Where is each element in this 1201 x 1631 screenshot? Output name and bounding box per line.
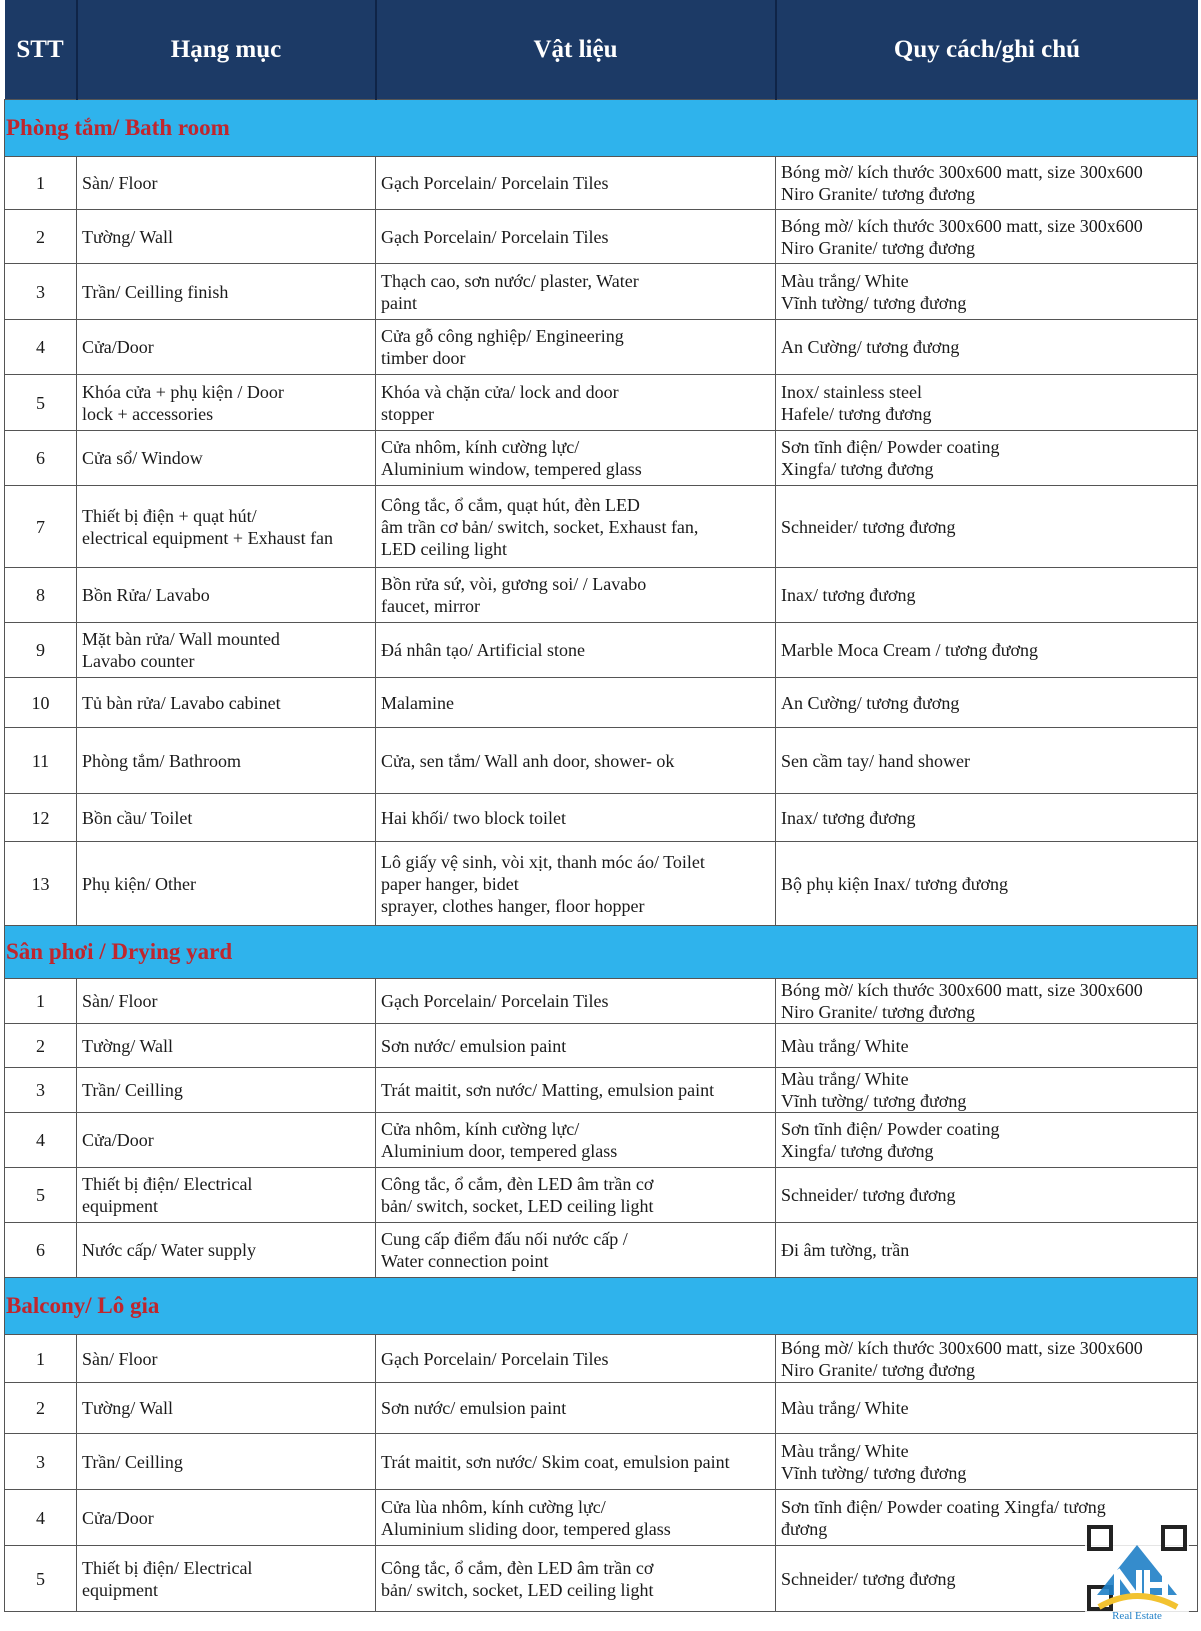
cell-material [376, 1383, 776, 1434]
cell-line: Bóng mờ/ kích thước 300x600 matt, size 300x600 [781, 980, 1143, 1000]
cell-line: Thiết bị điện/ Electrical [82, 1557, 253, 1578]
table-row [5, 1383, 1198, 1434]
cell-item [77, 1113, 376, 1168]
cell-material [376, 728, 776, 794]
section-title: Phòng tắm/ Bath room [5, 100, 1198, 157]
cell-material [376, 486, 776, 568]
section-title: Balcony/ Lô gia [5, 1278, 1198, 1335]
cell-line: Màu trắng/ White [781, 1440, 909, 1461]
cell-line: Bồn rửa sứ, vòi, gương soi/ / Lavabo [381, 574, 647, 594]
cell-line: Niro Granite/ tương đương [781, 1002, 976, 1022]
cell-line: Đá nhân tạo/ Artificial stone [381, 640, 585, 660]
cell-line: Công tắc, ổ cắm, đèn LED âm trần cơ [381, 1174, 654, 1194]
cell-line: faucet, mirror [381, 596, 480, 616]
cell-line: Niro Granite/ tương đương [781, 237, 976, 258]
cell-item [77, 568, 376, 623]
cell-spec [776, 842, 1198, 926]
cell-spec [776, 1383, 1198, 1434]
cell-item [77, 375, 376, 431]
cell-spec [776, 486, 1198, 568]
table-row [5, 1024, 1198, 1068]
cell-stt: 3 [5, 1068, 77, 1113]
cell-line: Xingfa/ tương đương [781, 1141, 934, 1161]
cell-material [376, 1434, 776, 1490]
cell-stt: 1 [5, 1335, 77, 1383]
section-title: Sân phơi / Drying yard [5, 926, 1198, 979]
table-row [5, 979, 1198, 1024]
cell-line: Cửa sổ/ Window [82, 448, 203, 468]
cell-line: Sen cầm tay/ hand shower [781, 750, 970, 771]
cell-line: Schneider/ tương đương [781, 516, 956, 537]
table-row [5, 210, 1198, 264]
cell-stt: 12 [5, 794, 77, 842]
cell-line: Gạch Porcelain/ Porcelain Tiles [381, 173, 609, 193]
cell-line: Bồn Rửa/ Lavabo [82, 585, 210, 605]
cell-stt: 6 [5, 1223, 77, 1278]
cell-item [77, 486, 376, 568]
cell-line: Phòng tắm/ Bathroom [82, 750, 241, 771]
cell-line: Trần/ Ceilling [82, 1080, 183, 1100]
cell-line: Niro Granite/ tương đương [781, 1359, 976, 1380]
cell-stt: 8 [5, 568, 77, 623]
cell-line: Niro Granite/ tương đương [781, 184, 976, 204]
cell-line: Cửa/Door [82, 1130, 154, 1150]
cell-line: Mặt bàn rửa/ Wall mounted [82, 629, 280, 649]
cell-line: Bóng mờ/ kích thước 300x600 matt, size 300x600 [781, 1337, 1143, 1358]
cell-line: An Cường/ tương đương [781, 337, 960, 357]
cell-stt: 4 [5, 1113, 77, 1168]
table-row [5, 264, 1198, 320]
cell-item [77, 1490, 376, 1546]
cell-line: paper hanger, bidet [381, 873, 519, 894]
cell-line: Marble Moca Cream / tương đương [781, 640, 1038, 660]
cell-material [376, 157, 776, 210]
table-row [5, 1335, 1198, 1383]
cell-material [376, 678, 776, 728]
cell-line: Hafele/ tương đương [781, 403, 932, 424]
cell-stt: 3 [5, 264, 77, 320]
cell-line: Sơn tĩnh điện/ Powder coating Xingfa/ tương [781, 1496, 1106, 1517]
cell-stt: 5 [5, 1168, 77, 1223]
cell-material [376, 794, 776, 842]
cell-spec [776, 678, 1198, 728]
cell-stt: 4 [5, 1490, 77, 1546]
cell-line: Cung cấp điểm đấu nối nước cấp / [381, 1229, 628, 1249]
cell-line: Tường/ Wall [82, 1398, 173, 1418]
cell-stt: 5 [5, 1546, 77, 1612]
cell-line: Vĩnh tường/ tương đương [781, 1462, 967, 1483]
cell-spec [776, 979, 1198, 1024]
table-row [5, 794, 1198, 842]
table-row [5, 1068, 1198, 1113]
cell-material [376, 1223, 776, 1278]
cell-item [77, 210, 376, 264]
cell-line: Cửa nhôm, kính cường lực/ [381, 1119, 580, 1139]
cell-material [376, 979, 776, 1024]
cell-spec [776, 1113, 1198, 1168]
cell-spec [776, 157, 1198, 210]
cell-line: Cửa/Door [82, 1507, 154, 1528]
cell-line: Nước cấp/ Water supply [82, 1240, 256, 1260]
section-row [5, 100, 1198, 157]
cell-line: Bóng mờ/ kích thước 300x600 matt, size 300x600 [781, 215, 1143, 236]
table-row [5, 1434, 1198, 1490]
cell-line: Bồn cầu/ Toilet [82, 807, 193, 828]
cell-line: Khóa cửa + phụ kiện / Door [82, 381, 284, 402]
cell-line: bản/ switch, socket, LED ceiling light [381, 1196, 654, 1216]
table-row [5, 728, 1198, 794]
table-row [5, 1490, 1198, 1546]
cell-line: Lô giấy vệ sinh, vòi xịt, thanh móc áo/ Toilet [381, 851, 705, 872]
cell-line: equipment [82, 1579, 158, 1600]
cell-line: đương [781, 1518, 828, 1539]
logo-text: Real Estate [1112, 1610, 1162, 1622]
table-row [5, 1113, 1198, 1168]
cell-material [376, 1335, 776, 1383]
cell-line: Trát maitit, sơn nước/ Skim coat, emulsion paint [381, 1451, 730, 1472]
cell-item [77, 1168, 376, 1223]
cell-stt: 2 [5, 210, 77, 264]
cell-spec [776, 375, 1198, 431]
cell-item [77, 794, 376, 842]
cell-line: Schneider/ tương đương [781, 1185, 956, 1205]
cell-spec [776, 210, 1198, 264]
cell-line: Công tắc, ổ cắm, quạt hút, đèn LED [381, 494, 640, 515]
spec-sheet [4, 0, 1197, 1612]
cell-line: Thạch cao, sơn nước/ plaster, Water [381, 270, 639, 291]
cell-line: Công tắc, ổ cắm, đèn LED âm trần cơ [381, 1557, 654, 1578]
cell-line: Water connection point [381, 1251, 549, 1271]
cell-spec [776, 1223, 1198, 1278]
cell-line: Thiết bị điện + quạt hút/ [82, 505, 257, 526]
cell-spec [776, 568, 1198, 623]
cell-stt: 10 [5, 678, 77, 728]
cell-line: Sơn tĩnh điện/ Powder coating [781, 437, 1000, 457]
cell-line: Trát maitit, sơn nước/ Matting, emulsion paint [381, 1080, 715, 1100]
cell-item [77, 431, 376, 486]
cell-spec [776, 623, 1198, 678]
cell-item [77, 678, 376, 728]
cell-line: Inax/ tương đương [781, 585, 916, 605]
cell-spec [776, 794, 1198, 842]
section-row [5, 1278, 1198, 1335]
cell-line: equipment [82, 1196, 158, 1216]
cell-item [77, 842, 376, 926]
cell-line: Sàn/ Floor [82, 173, 158, 193]
cell-line: Màu trắng/ White [781, 1398, 909, 1418]
cell-stt: 9 [5, 623, 77, 678]
cell-line: Màu trắng/ White [781, 270, 909, 291]
cell-material [376, 1490, 776, 1546]
cell-material [376, 1168, 776, 1223]
cell-spec [776, 1335, 1198, 1383]
cell-line: Bộ phụ kiện Inax/ tương đương [781, 873, 1009, 894]
cell-spec [776, 728, 1198, 794]
cell-item [77, 728, 376, 794]
cell-line: Sàn/ Floor [82, 1348, 158, 1369]
cell-line: Cửa/Door [82, 337, 154, 357]
cell-line: Gạch Porcelain/ Porcelain Tiles [381, 1348, 609, 1369]
cell-item [77, 623, 376, 678]
cell-line: Tường/ Wall [82, 226, 173, 247]
cell-line: Schneider/ tương đương [781, 1568, 956, 1589]
company-logo [1077, 1515, 1197, 1625]
cell-line: bản/ switch, socket, LED ceiling light [381, 1579, 654, 1600]
cell-item [77, 1546, 376, 1612]
cell-line: Hai khối/ two block toilet [381, 807, 566, 828]
cell-item [77, 264, 376, 320]
cell-line: Tường/ Wall [82, 1035, 173, 1056]
cell-line: Sơn tĩnh điện/ Powder coating [781, 1119, 1000, 1139]
cell-line: Phụ kiện/ Other [82, 873, 196, 894]
cell-item [77, 1434, 376, 1490]
cell-material [376, 842, 776, 926]
cell-stt: 2 [5, 1383, 77, 1434]
cell-spec [776, 431, 1198, 486]
cell-line: Inox/ stainless steel [781, 381, 922, 402]
table-body [5, 100, 1198, 1612]
cell-material [376, 1113, 776, 1168]
cell-stt: 5 [5, 375, 77, 431]
cell-line: Vĩnh tường/ tương đương [781, 1091, 967, 1111]
cell-spec [776, 1434, 1198, 1490]
cell-line: Aluminium sliding door, tempered glass [381, 1518, 671, 1539]
cell-line: Xingfa/ tương đương [781, 459, 934, 479]
header-item: Hạng mục [77, 0, 376, 100]
cell-line: LED ceiling light [381, 538, 507, 559]
cell-line: âm trần cơ bản/ switch, socket, Exhaust fan, [381, 516, 699, 537]
cell-line: Màu trắng/ White [781, 1069, 909, 1089]
cell-item [77, 1383, 376, 1434]
cell-line: Trần/ Ceilling finish [82, 281, 229, 302]
cell-line: Cửa lùa nhôm, kính cường lực/ [381, 1496, 606, 1517]
cell-stt: 4 [5, 320, 77, 375]
cell-stt: 1 [5, 157, 77, 210]
cell-line: lock + accessories [82, 403, 214, 424]
cell-line: Bóng mờ/ kích thước 300x600 matt, size 300x600 [781, 162, 1143, 182]
cell-material [376, 568, 776, 623]
table-row [5, 157, 1198, 210]
cell-item [77, 1024, 376, 1068]
cell-line: electrical equipment + Exhaust fan [82, 527, 334, 548]
table-row [5, 486, 1198, 568]
cell-line: paint [381, 292, 417, 313]
cell-line: Lavabo counter [82, 651, 195, 671]
cell-item [77, 1335, 376, 1383]
cell-line: Gạch Porcelain/ Porcelain Tiles [381, 991, 609, 1011]
table-row [5, 1168, 1198, 1223]
header-spec: Quy cách/ghi chú [776, 0, 1198, 100]
cell-line: Malamine [381, 692, 454, 713]
header-material: Vật liệu [376, 0, 776, 100]
cell-material [376, 431, 776, 486]
cell-item [77, 1068, 376, 1113]
cell-line: Gạch Porcelain/ Porcelain Tiles [381, 226, 609, 247]
material-spec-table [4, 0, 1198, 1612]
table-row [5, 678, 1198, 728]
table-row [5, 623, 1198, 678]
cell-material [376, 1546, 776, 1612]
cell-line: stopper [381, 403, 434, 424]
cell-material [376, 1024, 776, 1068]
cell-line: Vĩnh tường/ tương đương [781, 292, 967, 313]
table-row [5, 1223, 1198, 1278]
table-row [5, 375, 1198, 431]
cell-line: Sơn nước/ emulsion paint [381, 1398, 567, 1418]
table-row [5, 1546, 1198, 1612]
cell-line: Sàn/ Floor [82, 991, 158, 1011]
cell-spec [776, 1068, 1198, 1113]
section-row [5, 926, 1198, 979]
cell-line: Cửa gỗ công nghiệp/ Engineering [381, 326, 624, 346]
cell-stt: 11 [5, 728, 77, 794]
cell-material [376, 210, 776, 264]
cell-stt: 2 [5, 1024, 77, 1068]
cell-line: Inax/ tương đương [781, 807, 916, 828]
cell-stt: 6 [5, 431, 77, 486]
cell-spec [776, 1168, 1198, 1223]
cell-material [376, 623, 776, 678]
cell-material [376, 1068, 776, 1113]
cell-spec [776, 264, 1198, 320]
table-row [5, 431, 1198, 486]
cell-line: Trần/ Ceilling [82, 1451, 183, 1472]
cell-line: Tủ bàn rửa/ Lavabo cabinet [82, 692, 281, 713]
table-row [5, 568, 1198, 623]
cell-line: Sơn nước/ emulsion paint [381, 1035, 567, 1056]
table-row [5, 320, 1198, 375]
cell-line: timber door [381, 348, 466, 368]
cell-stt: 13 [5, 842, 77, 926]
cell-spec [776, 320, 1198, 375]
cell-item [77, 1223, 376, 1278]
cell-spec [776, 1024, 1198, 1068]
cell-item [77, 320, 376, 375]
table-row [5, 842, 1198, 926]
cell-item [77, 157, 376, 210]
table-header [5, 0, 1198, 100]
cell-item [77, 979, 376, 1024]
cell-line: Aluminium door, tempered glass [381, 1141, 618, 1161]
cell-material [376, 264, 776, 320]
cell-stt: 7 [5, 486, 77, 568]
cell-material [376, 375, 776, 431]
cell-line: An Cường/ tương đương [781, 692, 960, 713]
cell-line: Đi âm tường, trần [781, 1240, 910, 1260]
cell-stt: 1 [5, 979, 77, 1024]
cell-line: Thiết bị điện/ Electrical [82, 1174, 253, 1194]
cell-line: Màu trắng/ White [781, 1035, 909, 1056]
cell-line: Khóa và chặn cửa/ lock and door [381, 381, 619, 402]
cell-line: Cửa nhôm, kính cường lực/ [381, 437, 580, 457]
cell-line: Cửa, sen tắm/ Wall anh door, shower- ok [381, 750, 675, 771]
cell-line: sprayer, clothes hanger, floor hopper [381, 895, 645, 916]
cell-stt: 3 [5, 1434, 77, 1490]
header-stt: STT [5, 0, 77, 100]
cell-material [376, 320, 776, 375]
cell-line: Aluminium window, tempered glass [381, 459, 642, 479]
